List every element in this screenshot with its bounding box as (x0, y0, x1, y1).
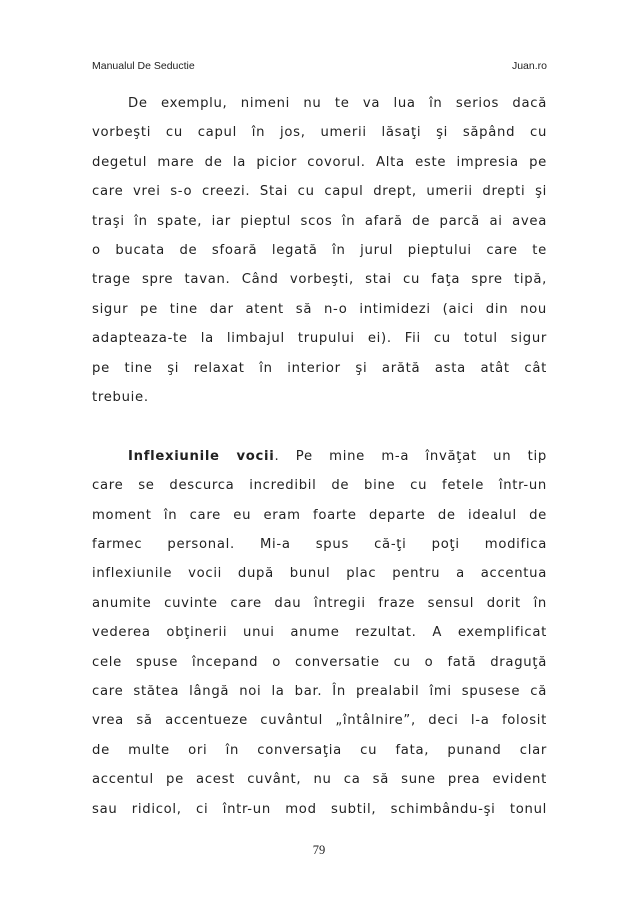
paragraph2-line: vrea să accentueze cuvântul „întâlnire”, deci l-a folosit (92, 713, 547, 729)
paragraph1-line: o bucata de sfoară legată în jurul pieptului care te (92, 242, 547, 258)
paragraph2-line: inflexiunile vocii după bunul plac pentru a accentua (92, 566, 547, 582)
paragraph1-line: vorbeşti cu capul în jos, umerii lăsaţi şi săpând cu (92, 125, 547, 141)
paragraph1-line: care vrei s-o creezi. Stai cu capul drept, umerii drepti şi (92, 184, 547, 200)
paragraph1-line: De exemplu, nimeni nu te va lua în serios dacă (128, 96, 547, 111)
page-header (92, 60, 547, 76)
paragraph2-first-line-text: . Pe mine m-a învăţat un tip (274, 448, 547, 464)
paragraph2-line: farmec personal. Mi-a spus că-ţi poţi modifica (92, 537, 547, 553)
body-text (92, 89, 547, 824)
paragraph2-line: care stătea lângă noi la bar. În prealabil îmi spusese că (92, 684, 547, 700)
paragraph1-line: trebuie. (92, 389, 149, 405)
paragraph1-line: traşi în spate, iar pieptul scos în afară de parcă ai avea (92, 213, 547, 229)
paragraph1-line: sigur pe tine dar atent să n-o intimidezi (aici din nou (92, 301, 547, 317)
paragraph1-line: adapteaza-te la limbajul trupului ei). Fii cu totul sigur (92, 331, 547, 347)
paragraph2-line: sau ridicol, ci într-un mod subtil, schimbându-şi tonul (92, 801, 547, 817)
header-book-title: Manualul De Seductie (92, 60, 195, 72)
header-site-name: Juan.ro (511, 60, 547, 72)
paragraph1-line: degetul mare de la picior covorul. Alta este impresia pe (92, 154, 547, 170)
paragraph1-line: trage spre tavan. Când vorbeşti, stai cu faţa spre tipă, (92, 272, 547, 288)
paragraph1-line: pe tine şi relaxat în interior şi arătă asta atât cât (92, 360, 547, 376)
page-number: 79 (312, 843, 326, 857)
paragraph2-line: moment în care eu eram foarte departe de idealul de (92, 507, 547, 523)
section-heading-inflexiunile-vocii: Inflexiunile vocii (128, 448, 275, 464)
paragraph2-line: accentul pe acest cuvânt, nu ca să sune prea evident (92, 772, 547, 788)
paragraph2-first-line (92, 442, 547, 471)
paragraph2-line: care se descurca incredibil de bine cu fetele într-un (92, 478, 547, 494)
paragraph-spacer (92, 412, 547, 442)
paragraph2-line: cele spuse începand o conversatie cu o fată draguţă (92, 654, 547, 670)
paragraph2-line: vederea obţinerii unui anume rezultat. A exemplificat (92, 625, 547, 641)
paragraph2-line: de multe ori în conversaţia cu fata, punand clar (92, 742, 547, 758)
paragraph2-line: anumite cuvinte care dau întregii fraze sensul dorit în (92, 595, 547, 611)
